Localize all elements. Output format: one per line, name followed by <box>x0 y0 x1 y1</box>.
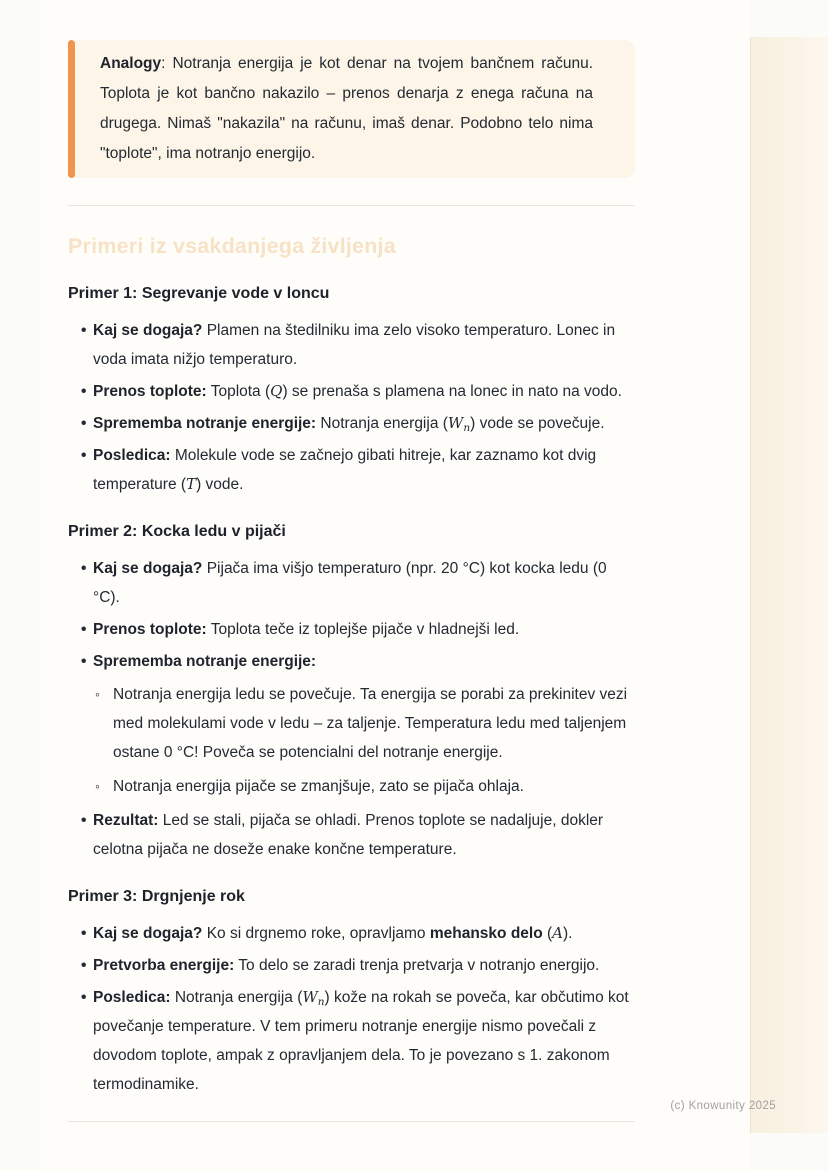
list-item-text: Kaj se dogaja? Pijača ima višjo temperaturo (npr. 20 °C) kot kocka ledu (0 °C). <box>93 560 607 606</box>
list-item <box>68 983 635 1099</box>
list-item <box>68 441 635 499</box>
bullet-list <box>68 316 635 499</box>
list-item <box>68 409 635 438</box>
list-item-text: Kaj se dogaja? Plamen na štedilniku ima zelo visoko temperaturo. Lonec in voda imata nižjo temperaturo. <box>93 322 616 368</box>
list-item <box>68 615 635 644</box>
list-item <box>68 377 635 406</box>
list-item <box>68 554 635 612</box>
next-page-edge <box>750 37 828 1133</box>
example-title: Primer 3: Drgnjenje rok <box>68 888 245 905</box>
math-symbol: $W_n$ <box>302 988 325 1008</box>
callout-text: Analogy: Notranja energija je kot denar na tvojem bančnem računu. Toplota je kot bančno nakazilo – prenos denarja z enega računa na drugega. Nimaš "nakazila" na računu, imaš denar. Podobno telo nima "toplote", ima notranjo energijo. <box>100 55 593 162</box>
section-heading: Primeri iz vsakdanjega življenja <box>68 234 396 258</box>
list-item-text: Prenos toplote: Toplota (Q) se prenaša s plamena na lonec in nato na vodo. <box>93 382 622 400</box>
list-item <box>68 647 635 801</box>
bullet-list <box>68 919 635 1099</box>
list-item-text: Sprememba notranje energije: Notranja energija $(W_n)$ vode se povečuje. <box>93 414 605 434</box>
sub-list-item-text: Notranja energija pijače se zmanjšuje, zato se pijača ohlaja. <box>113 778 524 795</box>
sub-list <box>93 680 635 801</box>
callout-accent-bar <box>68 40 75 178</box>
copyright-watermark: (c) Knowunity 2025 <box>670 1100 776 1112</box>
list-item <box>68 316 635 374</box>
example-section <box>68 886 635 1099</box>
math-symbol: $W_n$ <box>447 414 471 434</box>
examples <box>68 283 635 1099</box>
math-symbol: Q <box>270 382 283 400</box>
example-title: Primer 2: Kocka ledu v pijači <box>68 523 286 540</box>
list-item <box>68 951 635 980</box>
list-item-text: Rezultat: Led se stali, pijača se ohladi. Prenos toplote se nadaljuje, dokler celotna pijača ne doseže enake končne temperature. <box>93 812 604 858</box>
list-item <box>68 806 635 864</box>
list-item-text: Pretvorba energije: To delo se zaradi trenja pretvarja v notranjo energijo. <box>93 957 600 974</box>
list-item-text: Posledica: Molekule vode se začnejo gibati hitreje, kar zaznamo kot dvig temperature (T) vode. <box>93 447 597 493</box>
list-item-text: Kaj se dogaja? Ko si drgnemo roke, opravljamo mehansko delo (A). <box>93 924 573 942</box>
example-title: Primer 1: Segrevanje vode v loncu <box>68 285 330 302</box>
sub-list-item <box>93 680 635 767</box>
list-item-text: Posledica: Notranja energija $(W_n)$ kože na rokah se poveča, kar občutimo kot povečanje temperature. V tem primeru notranje energije nismo povečali z dovodom toplote, ampak z opravljanjem dela. To je povezano s 1. zakonom termodinamike. <box>93 988 629 1093</box>
sub-list-item <box>93 772 635 801</box>
analogy-callout <box>68 40 635 178</box>
page-content <box>68 0 635 1122</box>
divider-bottom <box>68 1121 635 1122</box>
sub-list-item-text: Notranja energija ledu se povečuje. Ta energija se porabi za prekinitev vezi med molekulami vode v ledu – za taljenje. Temperatura ledu med taljenjem ostane 0 °C! Poveča se potencialni del notranje energije. <box>113 686 628 761</box>
math-symbol: T <box>186 475 197 493</box>
list-item <box>68 919 635 948</box>
math-symbol: A <box>552 924 563 942</box>
list-item-text: Prenos toplote: Toplota teče iz toplejše pijače v hladnejši led. <box>93 621 520 638</box>
divider-top <box>68 205 635 206</box>
example-section <box>68 283 635 499</box>
document-page <box>40 0 750 1171</box>
bullet-list <box>68 554 635 864</box>
list-item-text: Sprememba notranje energije: <box>93 653 317 670</box>
example-section <box>68 521 635 864</box>
